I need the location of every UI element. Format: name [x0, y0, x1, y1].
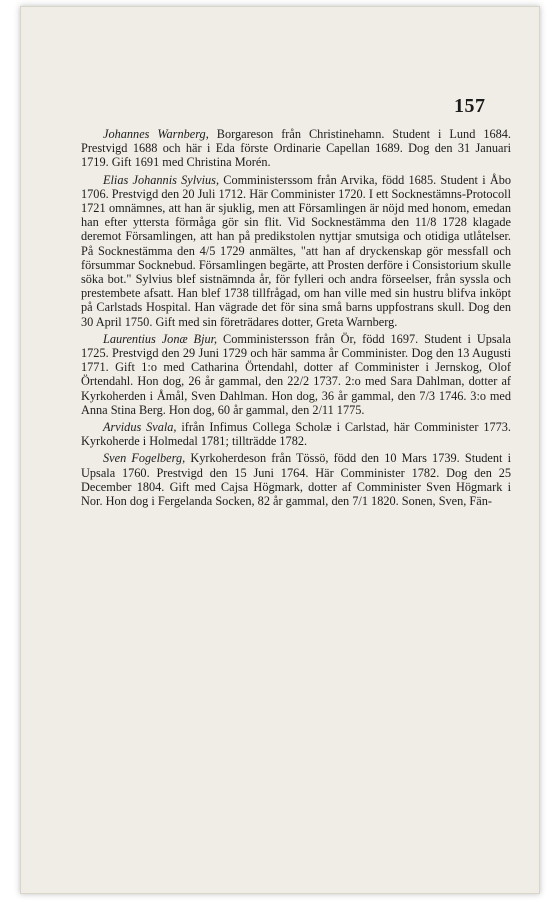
biography-entry [81, 451, 511, 508]
person-name: Laurentius Jonæ Bjur, [103, 331, 218, 346]
page-number: 157 [454, 95, 486, 117]
entry-text: Kyrkoherdeson från Tössö, född den 10 Mars 1739. Student i Upsala 1760. Prestvigd den 15 Juni 1764. Här Comminister 1782. Dog den 25 December 1804. Gift med Cajsa Högmark, dotter af Comminister Sven Högmark i Nor. Hon dog i Fergelanda Socken, 82 år gammal, den 7/1 1820. Sonen, Sven, Fän- [81, 451, 511, 509]
biography-entry [81, 420, 511, 448]
book-page [20, 6, 540, 894]
person-name: Johannes Warnberg, [103, 127, 209, 141]
person-name: Arvidus Svala, [103, 420, 177, 435]
person-name: Elias Johannis Sylvius, [103, 172, 220, 187]
entry-text: Borgareson från Christinehamn. Student i Lund 1684. Prestvigd 1688 och här i Eda förste Ordinarie Capellan 1689. Dog den 31 Januari 1719. Gift 1691 med Christina Morén. [81, 127, 511, 170]
page-body [81, 127, 511, 511]
entry-text: Comministerssom från Arvika, född 1685. Student i Åbo 1706. Prestvigd den 20 Juli 1712. Här Comminister 1720. I ett Socknestämns-Protocoll 1721 omnämnes, att han är sjuklig, men att Församlingen är nöjd med honom, emedan han efter yttersta förmåga gör sin flit. Vid Socknestämma den 11/8 1728 klagade deremot Församlingen, att han på predikstolen nyttjar smutsiga och otidiga utlåtelser. På Socknestämma den 4/5 1729 anmältes, "att han af dryckenskap gör messfall och försummar Socknebud. Församlingen begärte, att Prosten derföre i Consistorium skulle söka bot." Sylvius blef sistnämnda år, för fylleri och andra förseelser, från syssla och prestembete afsatt. Han blef 1738 tillfrågad, om han ville med sin hustru blifva inköpt på Carlstads Hospital. Han vägrade det för sina små barns uppfostrans skull. Dog den 30 April 1750. Gift med sin företrädares dotter, Greta Warnberg. [81, 172, 512, 329]
biography-entry [81, 332, 511, 417]
biography-entry [81, 173, 511, 329]
person-name: Sven Fogelberg, [103, 451, 186, 466]
biography-entry [81, 127, 511, 170]
entry-text: ifrån Infimus Collega Scholæ i Carlstad, här Comminister 1773. Kyrkoherde i Holmedal 1781; tillträdde 1782. [81, 420, 511, 449]
entry-text: Comministersson från Ör, född 1697. Student i Upsala 1725. Prestvigd den 29 Juni 1729 och här samma år Comminister. Dog den 13 Augusti 1771. Gift 1:o med Catharina Örtendahl, dotter af Comminister i Jernskog, Olof Örtendahl. Hon dog, 26 år gammal, den 22/2 1737. 2:o med Sara Dahlman, dotter af Kyrkoherden i Åmål, Sven Dahlman. Hon dog, 36 år gammal, den 7/3 1746. 3:o med Anna Stina Berg. Hon dog, 60 år gammal, den 2/11 1775. [81, 331, 511, 417]
